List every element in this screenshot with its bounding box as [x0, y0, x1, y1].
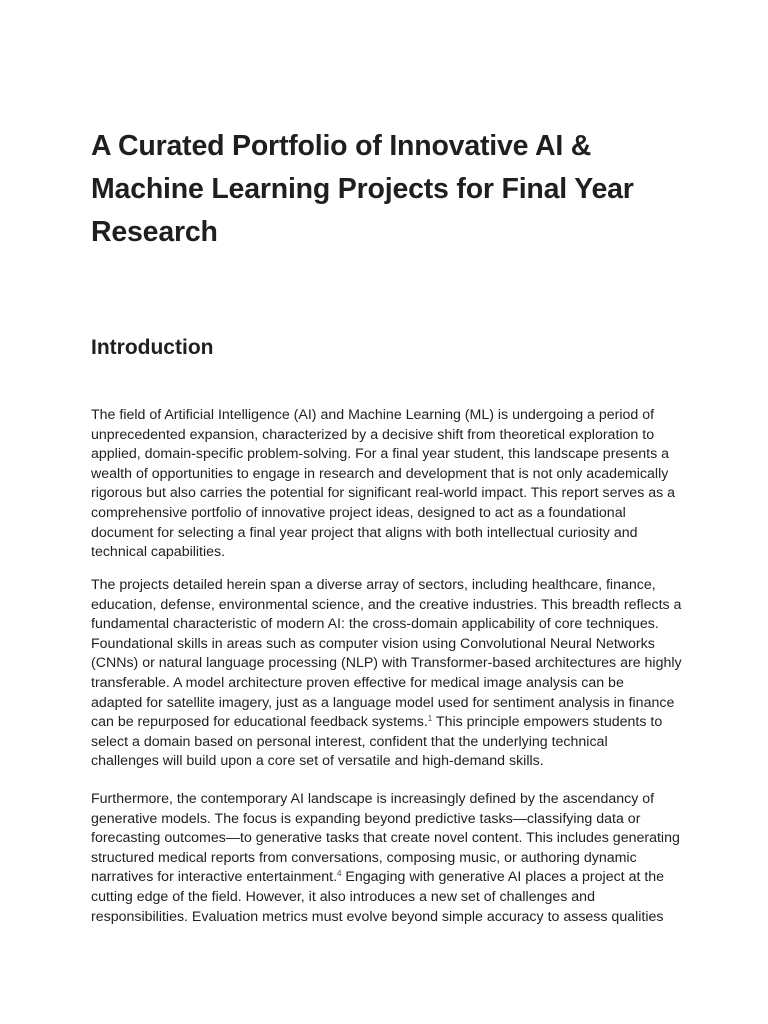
paragraph-line: comprehensive portfolio of innovative project ideas, designed to act as a foundational	[91, 504, 626, 521]
paragraph-line: (CNNs) or natural language processing (NLP) with Transformer-based architectures are highly	[91, 655, 682, 672]
paragraph-line: challenges will build upon a core set of versatile and high-demand skills.	[91, 753, 544, 770]
intro-paragraph-2	[91, 576, 691, 772]
paragraph-line: Furthermore, the contemporary AI landscape is increasingly defined by the ascendancy of	[91, 791, 655, 807]
title-line: A Curated Portfolio of Innovative AI &	[91, 130, 592, 162]
paragraph-line: structured medical reports from conversations, composing music, or authoring dynamic	[91, 849, 637, 866]
paragraph-text: This principle empowers students to	[432, 714, 663, 731]
paragraph-line: transferable. A model architecture proven effective for medical image analysis can be	[91, 674, 624, 691]
title-line: Machine Learning Projects for Final Year	[91, 173, 634, 205]
intro-paragraph-1	[91, 406, 691, 563]
paragraph-line-with-footnote	[91, 868, 691, 888]
paragraph-line: applied, domain-specific problem-solving. For a final year student, this landscape presents a	[91, 446, 670, 463]
paragraph-line: The field of Artificial Intelligence (AI) and Machine Learning (ML) is undergoing a period of	[91, 407, 655, 423]
paragraph-line: rigorous but also carries the potential for significant real-world impact. This report serves as a	[91, 485, 676, 502]
paragraph-text: Engaging with generative AI places a project at the	[341, 869, 665, 886]
paragraph-line: forecasting outcomes—to generative tasks that create novel content. This includes generating	[91, 830, 680, 847]
paragraph-line: adapted for satellite imagery, just as a language model used for sentiment analysis in finance	[91, 694, 675, 711]
paragraph-line: The projects detailed herein span a diverse array of sectors, including healthcare, finance,	[91, 577, 656, 593]
paragraph-line: cutting edge of the field. However, it also introduces a new set of challenges and	[91, 888, 595, 905]
paragraph-line: document for selecting a final year project that aligns with both intellectual curiosity and	[91, 524, 638, 541]
paragraph-line: select a domain based on personal interest, confident that the underlying technical	[91, 733, 608, 750]
intro-paragraph-3	[91, 790, 691, 927]
paragraph-line: Foundational skills in areas such as computer vision using Convolutional Neural Networks	[91, 635, 655, 652]
section-heading-introduction: Introduction	[91, 336, 214, 359]
paragraph-line: unprecedented expansion, characterized by a decisive shift from theoretical exploration to	[91, 426, 655, 443]
paragraph-line: technical capabilities.	[91, 544, 226, 561]
paragraph-line: wealth of opportunities to engage in research and development that is not only academically	[91, 465, 669, 482]
footnote-marker[interactable]: 1	[427, 714, 433, 724]
paragraph-text: narratives for interactive entertainment.	[91, 869, 338, 886]
paragraph-line-with-footnote	[91, 713, 691, 733]
title-line: Research	[91, 216, 218, 248]
paragraph-line: responsibilities. Evaluation metrics must evolve beyond simple accuracy to assess qualities	[91, 908, 664, 925]
paragraph-line: fundamental characteristic of modern AI: the cross-domain applicability of core techniques.	[91, 616, 659, 633]
footnote-marker[interactable]: 4	[337, 869, 342, 879]
document-title	[91, 125, 711, 254]
paragraph-line: generative models. The focus is expanding beyond predictive tasks—classifying data or	[91, 810, 641, 827]
paragraph-line: education, defense, environmental science, and the creative industries. This breadth reflects a	[91, 596, 682, 613]
paragraph-text: can be repurposed for educational feedback systems.	[91, 714, 428, 731]
